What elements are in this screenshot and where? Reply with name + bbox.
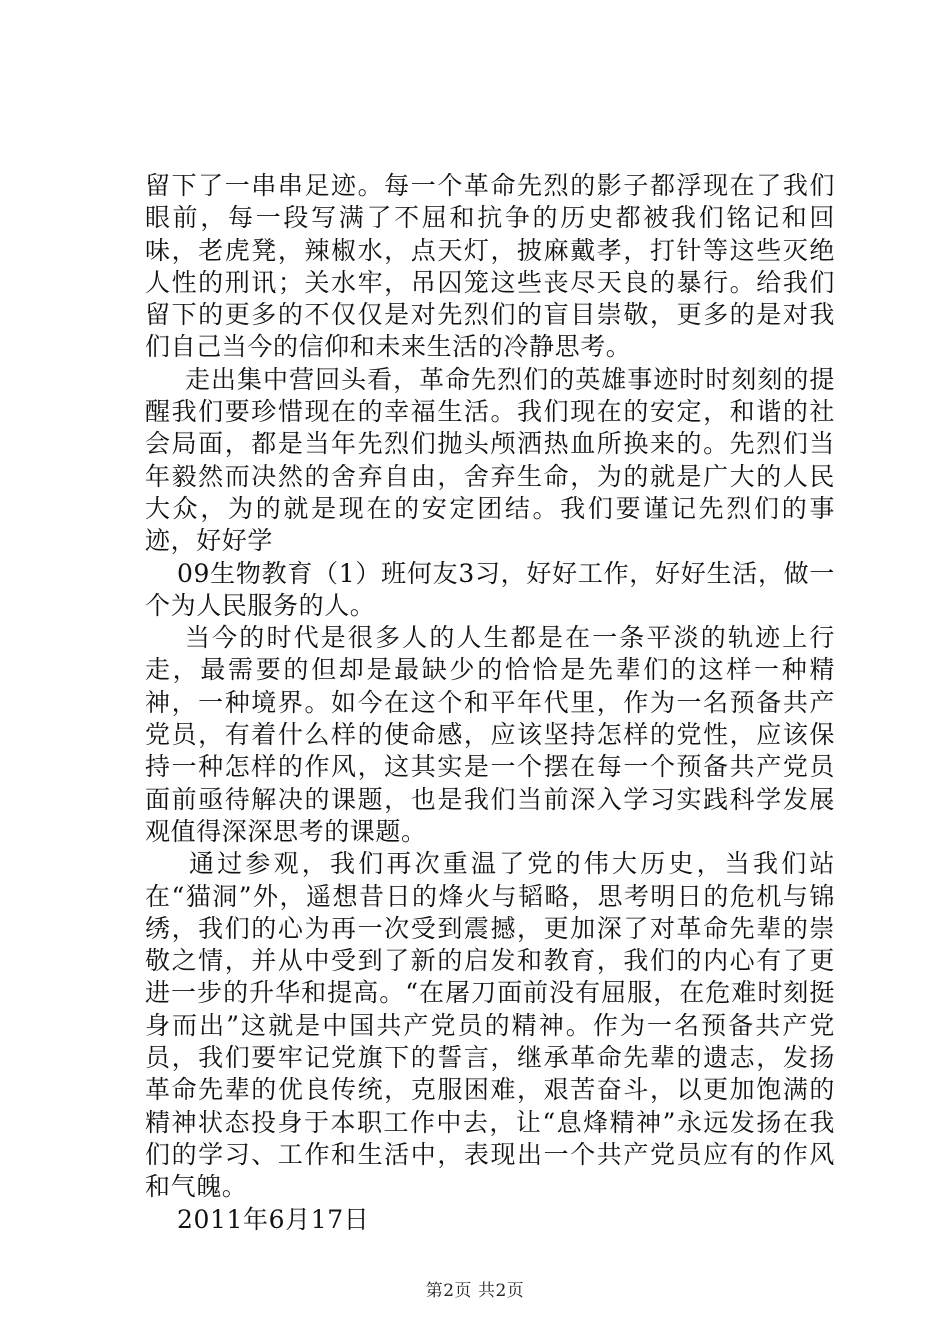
- paragraph-visit: 通过参观，我们再次重温了党的伟大历史，当我们站在“猫洞”外，遥想昔日的烽火与韬略，思考明日的危机与锦绣，我们的心为再一次受到震撼，更加深了对革命先辈的崇敬之情，并从中受到了新的启发和教育，我们的内心有了更进一步的升华和提高。“在屠刀面前没有屈服，在危难时刻挺身而出”这就是中国共产党员的精神。作为一名预备共产党员，我们要牢记党旗下的誓言，继承革命先辈的遗志，发扬革命先辈的优良传统，克服困难，艰苦奋斗，以更加饱满的精神状态投身于本职工作中去，让“息烽精神”永远发扬在我们的学习、工作和生活中，表现出一个共产党员应有的作风和气魄。: [145, 849, 835, 1202]
- document-date: 2011年6月17日: [177, 1204, 370, 1234]
- paragraph-concentration-camp: 走出集中营回头看，革命先烈们的英雄事迹时时刻刻的提醒我们要珍惜现在的幸福生活。我们现在的安定，和谐的社会局面，都是当年先烈们抛头颅洒热血所换来的。先烈们当年毅然而决然的舍弃自由，舍弃生命，为的就是广大的人民大众，为的就是现在的安定团结。我们要谨记先烈们的事迹，好好学: [145, 364, 835, 556]
- paragraph-class-note: 09生物教育（1）班何友3习，好好工作，好好生活，做一个为人民服务的人。: [145, 558, 835, 620]
- page-number-footer: 第2页 共2页: [425, 1281, 525, 1301]
- document-body: [145, 170, 835, 1236]
- paragraph-era: 当今的时代是很多人的人生都是在一条平淡的轨迹上行走，最需要的但却是最缺少的恰恰是先辈们的这样一种精神，一种境界。如今在这个和平年代里，作为一名预备共产党员，有着什么样的使命感，应该坚持怎样的党性，应该保持一种怎样的作风，这其实是一个摆在每一个预备共产党员面前亟待解决的课题，也是我们当前深入学习实践科学发展观值得深深思考的课题。: [145, 623, 835, 846]
- paragraph-continuation: 留下了一串串足迹。每一个革命先烈的影子都浮现在了我们眼前，每一段写满了不屈和抗争的历史都被我们铭记和回味，老虎凳，辣椒水，点天灯，披麻戴孝，打针等这些灭绝人性的刑讯；关水牢，吊囚笼这些丧尽天良的暴行。给我们留下的更多的不仅仅是对先烈们的盲目崇敬，更多的是对我们自己当今的信仰和未来生活的冷静思考。: [145, 171, 835, 362]
